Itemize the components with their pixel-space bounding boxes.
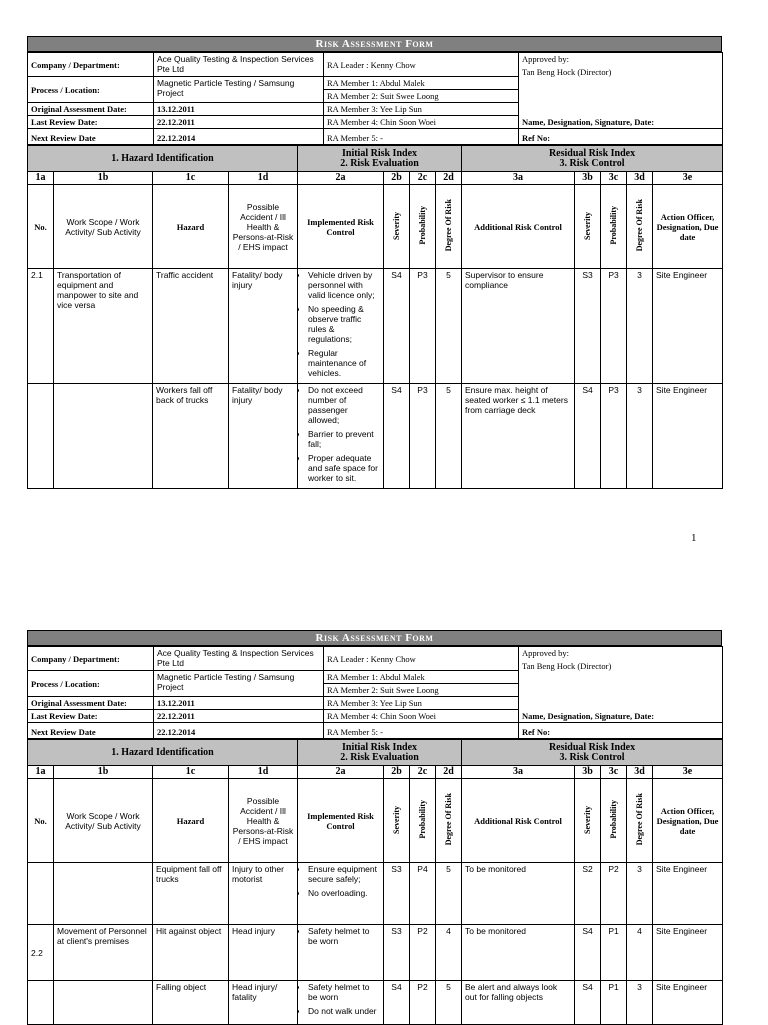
- control-item: • Safety helmet to be worn: [308, 926, 380, 946]
- orig-date-label: Original Assessment Date:: [28, 697, 154, 710]
- risk-table: [27, 739, 723, 1025]
- header-res-severity: [575, 779, 601, 863]
- row-res-severity: S4: [575, 384, 601, 489]
- ra-leader: RA Leader : Kenny Chow: [324, 647, 519, 671]
- row-scope: [54, 981, 153, 1025]
- header-work-scope: Work Scope / Work Activity/ Sub Activity: [54, 779, 153, 863]
- row-severity: S3: [384, 863, 410, 925]
- header-res-degree: [627, 185, 653, 269]
- section-risk-evaluation: [298, 146, 462, 172]
- row-hazard: Traffic accident: [153, 269, 229, 384]
- header-res-probability: [601, 185, 627, 269]
- row-controls: [298, 981, 384, 1025]
- header-no: No.: [28, 779, 54, 863]
- col-id: 1a: [28, 766, 54, 779]
- header-degree-text: Degree Of Risk: [443, 199, 453, 252]
- control-item: • Safety helmet to be worn: [308, 982, 380, 1002]
- control-item: • Vehicle driven by personnel with valid licence only;: [308, 270, 380, 300]
- row-controls: [298, 863, 384, 925]
- approved-by-label: Approved by:: [522, 648, 569, 658]
- residual-risk-index-label: Residual Risk Index: [548, 741, 636, 753]
- name-designation-label: Name, Designation, Signature, Date:: [522, 711, 655, 721]
- row-no: [28, 863, 54, 925]
- col-id: 3b: [575, 172, 601, 185]
- ra-member-2: RA Member 2: Suit Swee Loong: [324, 684, 519, 697]
- row-hazard: Workers fall off back of trucks: [153, 384, 229, 489]
- last-review-value: 22.12.2011: [154, 710, 324, 723]
- row-additional: To be monitored: [462, 925, 575, 981]
- ra-member-4: RA Member 4: Chin Soon Woei: [324, 710, 519, 723]
- header-severity-text: Severity: [391, 211, 401, 240]
- row-res-probability: P1: [601, 925, 627, 981]
- risk-control-label: 3. Risk Control: [559, 751, 625, 763]
- col-id: 2c: [410, 172, 436, 185]
- col-id: 1d: [229, 172, 298, 185]
- ra-member-4: RA Member 4: Chin Soon Woei: [324, 116, 519, 129]
- ra-leader: RA Leader : Kenny Chow: [324, 53, 519, 77]
- row-controls: [298, 269, 384, 384]
- row-scope: [54, 384, 153, 489]
- form-page-1: [27, 36, 722, 489]
- ra-member-3: RA Member 3: Yee Lip Sun: [324, 103, 519, 116]
- row-accident: Head injury: [229, 925, 298, 981]
- col-id: 1c: [153, 766, 229, 779]
- header-action-officer: Action Officer, Designation, Due date: [653, 779, 723, 863]
- control-item: • Proper adequate and safe space for worker to sit.: [308, 453, 380, 483]
- col-id: 1d: [229, 766, 298, 779]
- ra-member-1: RA Member 1: Abdul Malek: [324, 671, 519, 684]
- header-res-severity: [575, 185, 601, 269]
- row-res-severity: S2: [575, 863, 601, 925]
- next-review-value: 22.12.2014: [154, 723, 324, 739]
- process-label: Process / Location:: [28, 671, 154, 697]
- company-value: Ace Quality Testing & Inspection Services Pte Ltd: [154, 53, 324, 77]
- control-item: • No speeding & observe traffic rules & regulations;: [308, 304, 380, 344]
- row-res-degree: 4: [627, 925, 653, 981]
- last-review-label: Last Review Date:: [28, 710, 154, 723]
- header-severity-text: Severity: [391, 805, 401, 834]
- section-risk-control: [462, 146, 723, 172]
- col-id: 1b: [54, 766, 153, 779]
- row-res-degree: 3: [627, 384, 653, 489]
- row-degree: 5: [436, 269, 462, 384]
- approved-by-value: Tan Beng Hock (Director): [522, 67, 612, 77]
- row-degree: 4: [436, 925, 462, 981]
- form-header-table: [27, 646, 723, 739]
- row-hazard: Hit against object: [153, 925, 229, 981]
- ra-member-2: RA Member 2: Suit Swee Loong: [324, 90, 519, 103]
- name-designation-label: Name, Designation, Signature, Date:: [522, 117, 655, 127]
- header-severity: [384, 185, 410, 269]
- form-header-table: [27, 52, 723, 145]
- approval-block: [519, 647, 723, 723]
- row-additional: Supervisor to ensure compliance: [462, 269, 575, 384]
- row-degree: 5: [436, 384, 462, 489]
- risk-evaluation-label: 2. Risk Evaluation: [340, 157, 419, 169]
- header-implemented-control: Implemented Risk Control: [298, 779, 384, 863]
- row-probability: P3: [410, 269, 436, 384]
- header-possible-accident: Possible Accident / Ill Health & Persons-at-Risk / EHS impact: [229, 185, 298, 269]
- row-probability: P2: [410, 981, 436, 1025]
- row-severity: S4: [384, 384, 410, 489]
- row-accident: Injury to other motorist: [229, 863, 298, 925]
- col-id: 3c: [601, 766, 627, 779]
- header-res-degree-text: Degree Of Risk: [634, 793, 644, 846]
- initial-risk-index-label: Initial Risk Index: [341, 741, 418, 753]
- row-res-severity: S4: [575, 925, 601, 981]
- last-review-value: 22.12.2011: [154, 116, 324, 129]
- ref-no: Ref No:: [519, 129, 723, 145]
- row-scope: Transportation of equipment and manpower to site and vice versa: [54, 269, 153, 384]
- row-probability: P4: [410, 863, 436, 925]
- header-res-degree-text: Degree Of Risk: [634, 199, 644, 252]
- control-item: • No overloading.: [308, 888, 380, 898]
- table-row: [28, 981, 723, 1025]
- row-scope: [54, 863, 153, 925]
- form-title: Risk Assessment Form: [27, 36, 722, 52]
- row-accident: Fatality/ body injury: [229, 269, 298, 384]
- company-label: Company / Department:: [28, 647, 154, 671]
- process-value: Magnetic Particle Testing / Samsung Project: [154, 77, 324, 103]
- header-hazard: Hazard: [153, 185, 229, 269]
- risk-evaluation-label: 2. Risk Evaluation: [340, 751, 419, 763]
- company-value: Ace Quality Testing & Inspection Services Pte Ltd: [154, 647, 324, 671]
- row-res-probability: P2: [601, 863, 627, 925]
- table-row: [28, 925, 723, 981]
- control-item: • Barrier to prevent fall;: [308, 429, 380, 449]
- row-res-probability: P3: [601, 384, 627, 489]
- col-id: 3c: [601, 172, 627, 185]
- row-additional: Ensure max. height of seated worker ≤ 1.1 meters from carriage deck: [462, 384, 575, 489]
- orig-date-value: 13.12.2011: [154, 103, 324, 116]
- row-hazard: Equipment fall off trucks: [153, 863, 229, 925]
- approved-by-label: Approved by:: [522, 54, 569, 64]
- row-officer: Site Engineer: [653, 925, 723, 981]
- row-degree: 5: [436, 981, 462, 1025]
- col-id: 3a: [462, 172, 575, 185]
- row-no: [28, 384, 54, 489]
- table-row: [28, 863, 723, 925]
- control-item: • Regular maintenance of vehicles.: [308, 348, 380, 378]
- header-probability-text: Probability: [417, 800, 427, 839]
- row-res-degree: 3: [627, 981, 653, 1025]
- col-id: 3d: [627, 766, 653, 779]
- last-review-label: Last Review Date:: [28, 116, 154, 129]
- row-res-degree: 3: [627, 863, 653, 925]
- approved-by-value: Tan Beng Hock (Director): [522, 661, 612, 671]
- header-possible-accident: Possible Accident / Ill Health & Persons-at-Risk / EHS impact: [229, 779, 298, 863]
- header-action-officer: Action Officer, Designation, Due date: [653, 185, 723, 269]
- col-id: 3d: [627, 172, 653, 185]
- header-res-probability-text: Probability: [608, 206, 618, 245]
- header-probability-text: Probability: [417, 206, 427, 245]
- section-risk-control: [462, 740, 723, 766]
- row-officer: Site Engineer: [653, 384, 723, 489]
- header-implemented-control: Implemented Risk Control: [298, 185, 384, 269]
- row-res-degree: 3: [627, 269, 653, 384]
- header-severity: [384, 779, 410, 863]
- row-controls: [298, 384, 384, 489]
- row-controls: [298, 925, 384, 981]
- control-item: • Do not exceed number of passenger allowed;: [308, 385, 380, 425]
- col-id: 3e: [653, 766, 723, 779]
- row-officer: Site Engineer: [653, 981, 723, 1025]
- row-additional: Be alert and always look out for falling objects: [462, 981, 575, 1025]
- col-id: 1b: [54, 172, 153, 185]
- initial-risk-index-label: Initial Risk Index: [341, 147, 418, 159]
- col-id: 1c: [153, 172, 229, 185]
- process-label: Process / Location:: [28, 77, 154, 103]
- header-probability: [410, 185, 436, 269]
- table-row: [28, 384, 723, 489]
- orig-date-value: 13.12.2011: [154, 697, 324, 710]
- risk-control-label: 3. Risk Control: [559, 157, 625, 169]
- col-id: 1a: [28, 172, 54, 185]
- header-probability: [410, 779, 436, 863]
- header-hazard: Hazard: [153, 779, 229, 863]
- next-review-label: Next Review Date: [28, 129, 154, 145]
- next-review-value: 22.12.2014: [154, 129, 324, 145]
- row-degree: 5: [436, 863, 462, 925]
- row-officer: Site Engineer: [653, 863, 723, 925]
- header-no: No.: [28, 185, 54, 269]
- header-res-degree: [627, 779, 653, 863]
- header-additional-control: Additional Risk Control: [462, 185, 575, 269]
- row-res-probability: P1: [601, 981, 627, 1025]
- col-id: 2a: [298, 766, 384, 779]
- section-risk-evaluation: [298, 740, 462, 766]
- header-res-probability-text: Probability: [608, 800, 618, 839]
- row-no: 2.1: [28, 269, 54, 384]
- form-title: Risk Assessment Form: [27, 630, 722, 646]
- col-id: 3a: [462, 766, 575, 779]
- row-res-severity: S3: [575, 269, 601, 384]
- orig-date-label: Original Assessment Date:: [28, 103, 154, 116]
- col-id: 2c: [410, 766, 436, 779]
- header-degree: [436, 779, 462, 863]
- approval-block: [519, 53, 723, 129]
- row-res-probability: P3: [601, 269, 627, 384]
- form-page-2: [27, 630, 722, 1025]
- row-scope: Movement of Personnel at client's premises: [54, 925, 153, 981]
- col-id: 2b: [384, 766, 410, 779]
- page-number: 1: [691, 532, 697, 544]
- section-hazard-identification: 1. Hazard Identification: [28, 740, 298, 766]
- row-no: [28, 981, 54, 1025]
- process-value: Magnetic Particle Testing / Samsung Project: [154, 671, 324, 697]
- row-probability: P2: [410, 925, 436, 981]
- row-severity: S4: [384, 981, 410, 1025]
- control-item: • Ensure equipment secure safely;: [308, 864, 380, 884]
- row-res-severity: S4: [575, 981, 601, 1025]
- row-officer: Site Engineer: [653, 269, 723, 384]
- row-hazard: Falling object: [153, 981, 229, 1025]
- header-degree-text: Degree Of Risk: [443, 793, 453, 846]
- header-degree: [436, 185, 462, 269]
- ref-no: Ref No:: [519, 723, 723, 739]
- col-id: 2d: [436, 172, 462, 185]
- header-work-scope: Work Scope / Work Activity/ Sub Activity: [54, 185, 153, 269]
- table-row: [28, 269, 723, 384]
- residual-risk-index-label: Residual Risk Index: [548, 147, 636, 159]
- header-res-severity-text: Severity: [582, 805, 592, 834]
- section-hazard-identification: 1. Hazard Identification: [28, 146, 298, 172]
- col-id: 3b: [575, 766, 601, 779]
- ra-member-1: RA Member 1: Abdul Malek: [324, 77, 519, 90]
- company-label: Company / Department:: [28, 53, 154, 77]
- header-res-probability: [601, 779, 627, 863]
- next-review-label: Next Review Date: [28, 723, 154, 739]
- ra-member-5: RA Member 5: -: [324, 723, 519, 739]
- row-probability: P3: [410, 384, 436, 489]
- row-additional: To be monitored: [462, 863, 575, 925]
- row-accident: Head injury/ fatality: [229, 981, 298, 1025]
- col-id: 2b: [384, 172, 410, 185]
- row-severity: S4: [384, 269, 410, 384]
- row-severity: S3: [384, 925, 410, 981]
- control-item: • Do not walk under: [308, 1006, 380, 1016]
- risk-table: [27, 145, 723, 489]
- header-additional-control: Additional Risk Control: [462, 779, 575, 863]
- row-accident: Fatality/ body injury: [229, 384, 298, 489]
- row-no: 2.2: [28, 925, 54, 981]
- ra-member-5: RA Member 5: -: [324, 129, 519, 145]
- ra-member-3: RA Member 3: Yee Lip Sun: [324, 697, 519, 710]
- col-id: 3e: [653, 172, 723, 185]
- header-res-severity-text: Severity: [582, 211, 592, 240]
- col-id: 2d: [436, 766, 462, 779]
- col-id: 2a: [298, 172, 384, 185]
